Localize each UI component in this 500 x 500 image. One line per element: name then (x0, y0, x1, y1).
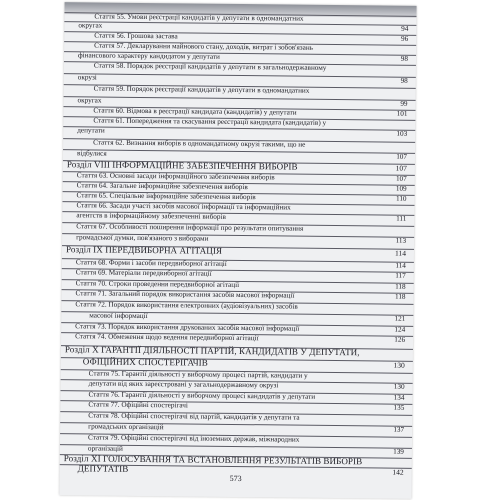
toc-part-heading: Розділ VIII ІНФОРМАЦІЙНЕ ЗАБЕЗПЕЧЕННЯ ВИБОРІВ 107 (63, 160, 415, 165)
toc-line: Стаття 55. Умови реєстрації кандидатів у депутати в одномандатних (64, 12, 416, 17)
toc-line: Стаття 56. Грошова застава 96 (64, 31, 416, 36)
toc-part-heading: Розділ IX ПЕРЕДВИБОРНА АГІТАЦІЯ 114 (62, 245, 414, 250)
toc-part-heading: Розділ X ГАРАНТІЇ ДІЯЛЬНОСТІ ПАРТІЙ, КАНДИДАТІВ У ДЕПУТАТИ, (61, 345, 413, 350)
toc-line: громадських організацій 137 (60, 422, 412, 427)
toc-line: відбулися 107 (63, 149, 415, 154)
toc-line: Стаття 60. Відмова в реєстрації кандидата (кандидатів) у депутати 101 (63, 106, 415, 111)
toc-line: округах 99 (64, 96, 416, 101)
book-page (59, 2, 416, 499)
toc-line: Стаття 76. Гарантії діяльності у виборчому процесі кандидатів у депутати 134 (61, 390, 413, 395)
toc-line: Стаття 71. Загальний порядок використання засобів масової інформації 118 (62, 289, 414, 294)
toc-line: Стаття 62. Визнання виборів в одномандатному окрузі такими, що не (63, 138, 415, 143)
toc-line: Стаття 64. Загальне інформаційне забезпечення виборів 109 (63, 181, 415, 186)
toc-line: Стаття 58. Порядок реєстрації кандидатів у депутати в загальнодержавному (64, 61, 416, 66)
toc-line: агентств в інформаційному забезпеченні виборів 111 (62, 211, 414, 216)
toc-part-heading: Розділ XI ГОЛОСУВАННЯ ТА ВСТАНОВЛЕННЯ РЕЗУЛЬТАТІВ ВИБОРІВ (60, 454, 412, 459)
toc-line: Стаття 69. Матеріали передвиборної агітації 117 (62, 268, 414, 273)
toc-line: Стаття 75. Гарантії діяльності у виборчому процесі партій, кандидати у (61, 369, 413, 374)
toc-part-heading: ДЕПУТАТІВ 142 (60, 464, 412, 469)
toc-line: Стаття 67. Особливості поширення інформації про результати опитування (62, 222, 414, 227)
toc-line: організацій 139 (60, 444, 412, 449)
toc-line: масової інформації 121 (61, 311, 413, 316)
toc-line: депутати 103 (63, 126, 415, 131)
toc-line: Стаття 77. Офіційні спостерігачі 135 (60, 400, 412, 405)
toc-part-heading: ОФІЦІЙНИХ СПОСТЕРІГАЧІВ 130 (61, 357, 413, 362)
toc-line: Стаття 68. Форми і засоби передвиборної агітації 114 (62, 258, 414, 263)
toc-line: депутати від яких зареєстровані у загальнодержавному окрузі 130 (61, 379, 413, 384)
toc-line: Стаття 74. Обмеження щодо ведення передвиборної агітації 126 (61, 332, 413, 337)
toc-line: Стаття 61. Попередження та скасування реєстрації кандидата (кандидатів) у (63, 116, 415, 121)
toc-line: фінансового характеру кандидатом у депутати 98 (64, 51, 416, 56)
toc-line: Стаття 70. Строки проведення передвиборної агітації 118 (62, 279, 414, 284)
toc-line: Стаття 57. Декларування майнового стану, доходів, витрат і зобов'язань (64, 41, 416, 46)
page-number: 573 (229, 473, 242, 484)
toc-line: Стаття 59. Порядок реєстрації кандидатів у депутати в одномандатних (64, 84, 416, 89)
toc-line: Стаття 72. Порядок використання електронних (аудіовізуальних) засобів (61, 300, 413, 305)
toc-line: окрузі 98 (64, 73, 416, 78)
toc-line: Стаття 79. Офіційні спостерігачі від іноземних держав, міжнародних (60, 433, 412, 438)
toc-line: Стаття 63. Основні засади інформаційного забезпечення виборів 107 (63, 171, 415, 176)
toc-line: Стаття 65. Спеціальне інформаційне забезпечення виборів 110 (63, 191, 415, 196)
toc-line: громадської думки, пов'язаного з виборами 113 (62, 233, 414, 238)
toc-line: Стаття 78. Офіційні спостерігачі від партій, кандидатів у депутати та (60, 411, 412, 416)
toc-line: Стаття 66. Засади участі засобів масової інформації та інформаційних (62, 201, 414, 206)
toc-line: Стаття 73. Порядок використання друкованих засобів масової інформації 124 (61, 322, 413, 327)
toc-line: округах 94 (64, 21, 416, 26)
